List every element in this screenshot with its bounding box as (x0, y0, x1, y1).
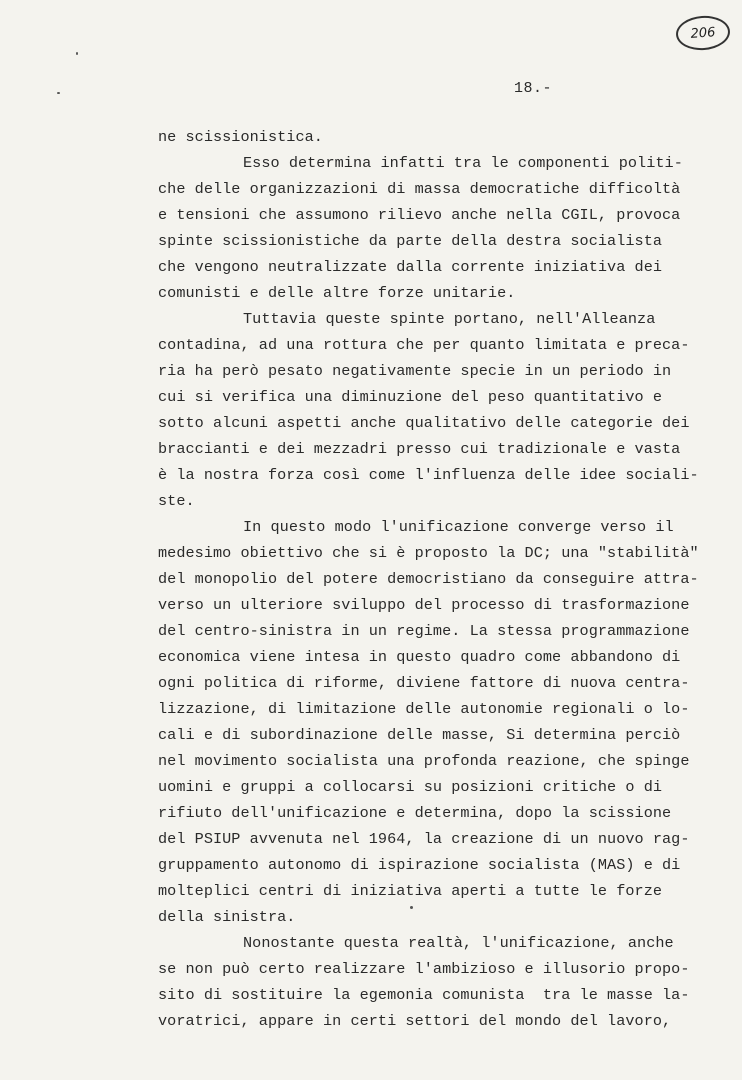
text-line: Esso determina infatti tra le componenti politi- (243, 154, 683, 172)
text-line: sotto alcuni aspetti anche qualitativo delle categorie dei (158, 414, 690, 432)
text-line: che vengono neutralizzate dalla corrente iniziativa dei (158, 258, 663, 276)
ink-speck (76, 52, 78, 55)
text-line: Tuttavia queste spinte portano, nell'Alleanza (243, 310, 656, 328)
text-line: molteplici centri di iniziativa aperti a tutte le forze (158, 882, 663, 900)
text-line: che delle organizzazioni di massa democratiche difficoltà (158, 180, 681, 198)
text-line: verso un ulteriore sviluppo del processo di trasformazione (158, 596, 690, 614)
text-line: spinte scissionistiche da parte della destra socialista (158, 232, 663, 250)
text-line: del PSIUP avvenuta nel 1964, la creazione di un nuovo rag- (158, 830, 690, 848)
text-line: voratrici, appare in certi settori del mondo del lavoro, (158, 1012, 672, 1030)
text-line: ste. (158, 492, 195, 510)
ink-speck (57, 92, 60, 94)
text-line: In questo modo l'unificazione converge verso il (243, 518, 674, 536)
text-line: cui si verifica una diminuzione del peso quantitativo e (158, 388, 663, 406)
text-line: se non può certo realizzare l'ambizioso e illusorio propo- (158, 960, 690, 978)
text-line: medesimo obiettivo che si è proposto la DC; una "stabilità" (158, 544, 699, 562)
text-line: è la nostra forza così come l'influenza delle idee sociali- (158, 466, 699, 484)
text-line: economica viene intesa in questo quadro come abbandono di (158, 648, 681, 666)
text-line: uomini e gruppi a collocarsi su posizioni critiche o di (158, 778, 663, 796)
text-line: del monopolio del potere democristiano da conseguire attra- (158, 570, 699, 588)
text-line: braccianti e dei mezzadri presso cui tradizionale e vasta (158, 440, 681, 458)
text-line: ogni politica di riforme, diviene fattore di nuova centra- (158, 674, 690, 692)
text-line: contadina, ad una rottura che per quanto limitata e preca- (158, 336, 690, 354)
page-number: 18.- (514, 80, 553, 97)
text-line: ria ha però pesato negativamente specie in un periodo in (158, 362, 672, 380)
text-line: comunisti e delle altre forze unitarie. (158, 284, 516, 302)
archive-stamp: 206 (675, 14, 731, 52)
text-line: della sinistra. (158, 908, 296, 926)
text-line: gruppamento autonomo di ispirazione socialista (MAS) e di (158, 856, 681, 874)
text-line: ne scissionistica. (158, 128, 323, 146)
text-line: lizzazione, di limitazione delle autonomie regionali o lo- (158, 700, 690, 718)
text-line: rifiuto dell'unificazione e determina, dopo la scissione (158, 804, 672, 822)
text-line: del centro-sinistra in un regime. La stessa programmazione (158, 622, 690, 640)
text-line: cali e di subordinazione delle masse, Si determina perciò (158, 726, 681, 744)
text-line: nel movimento socialista una profonda reazione, che spinge (158, 752, 690, 770)
text-line: sito di sostituire la egemonia comunista tra le masse la- (158, 986, 690, 1004)
text-line: e tensioni che assumono rilievo anche nella CGIL, provoca (158, 206, 681, 224)
body-text (158, 124, 698, 1034)
text-line: Nonostante questa realtà, l'unificazione, anche (243, 934, 674, 952)
